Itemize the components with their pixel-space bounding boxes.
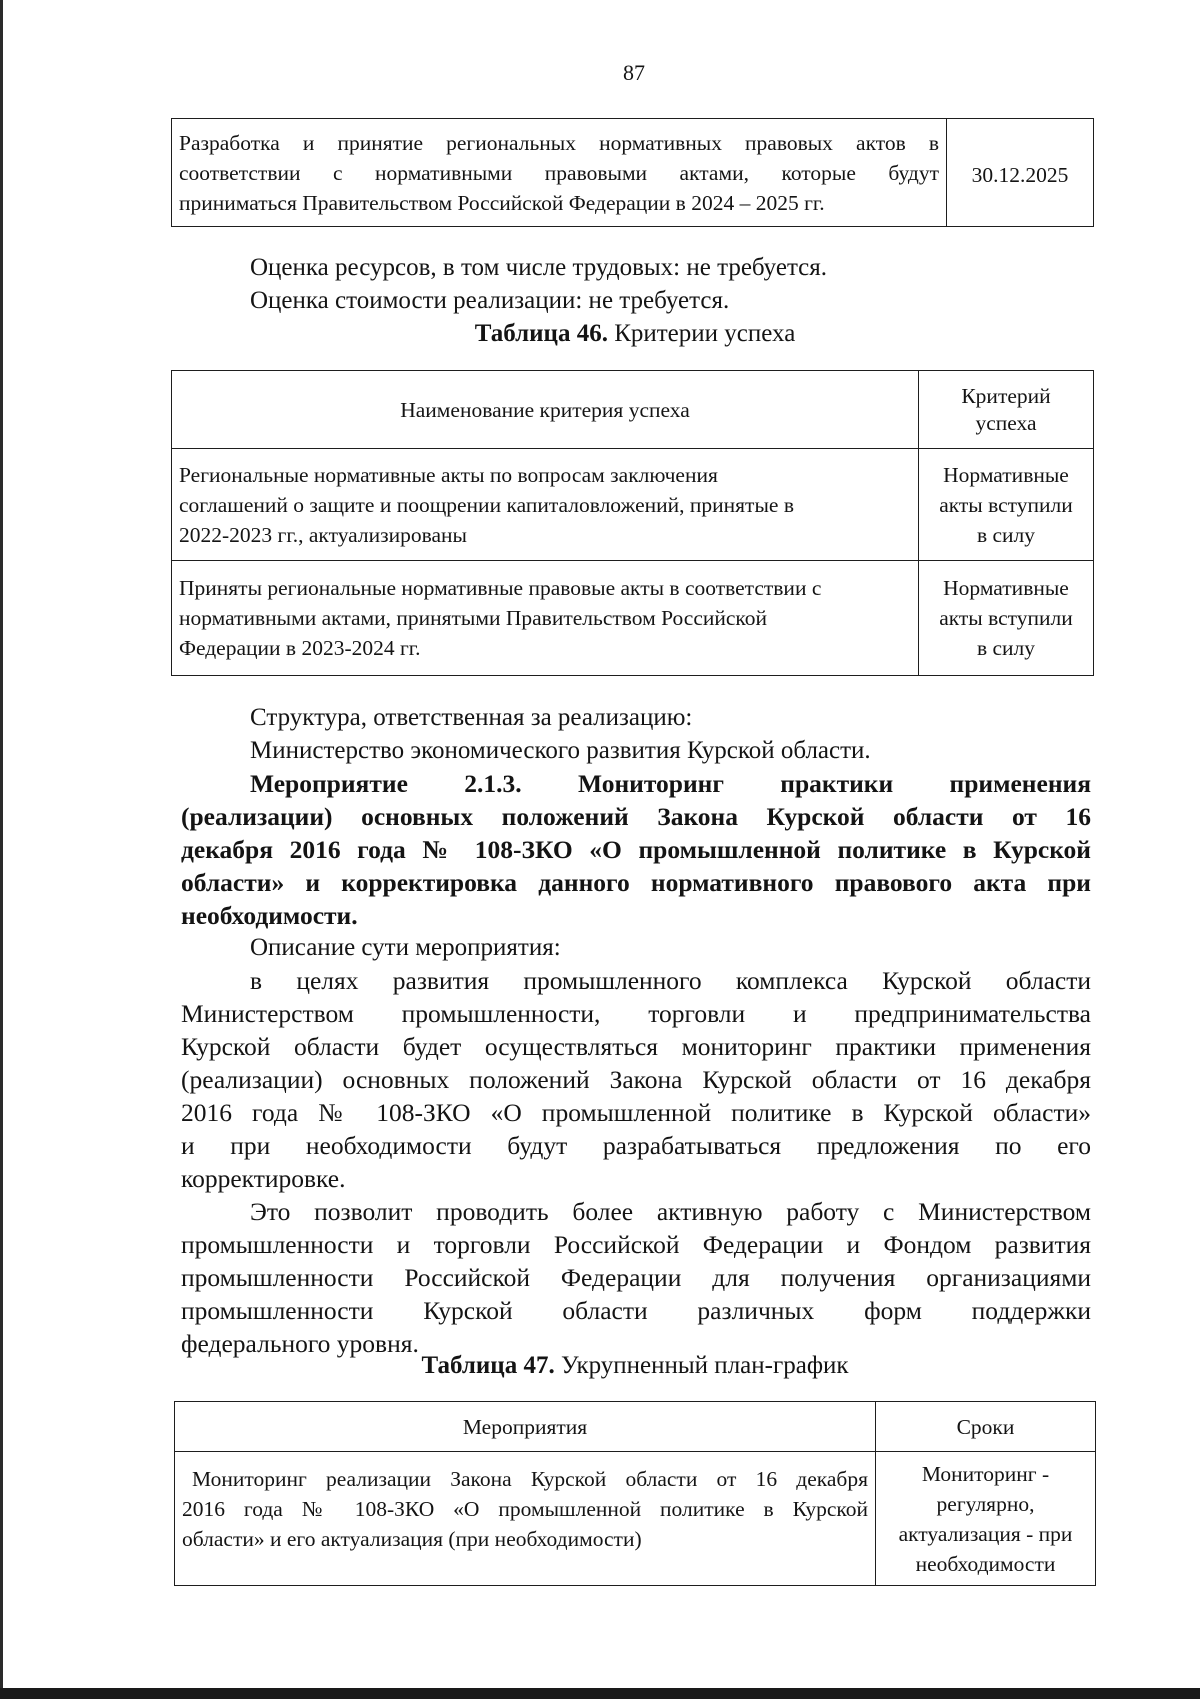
table-cell-line: 2016 года № 108-ЗКО «О промышленной политике в Курской	[182, 1497, 868, 1521]
table-cell-line: акты вступили	[939, 606, 1073, 630]
table46-row1-name	[172, 449, 919, 561]
measure-heading	[181, 767, 1091, 932]
description-paragraph-2	[181, 1195, 1091, 1360]
table-cell-line: соответствии с нормативными правовыми актами, которые будут	[179, 160, 939, 185]
table46-header-criterion-name: Наименование критерия успеха	[172, 371, 919, 449]
description-label: Описание сути мероприятия:	[250, 934, 561, 961]
table47	[174, 1401, 1096, 1586]
table47-header-measures: Мероприятия	[175, 1402, 876, 1452]
paragraph-line: Это позволит проводить более активную работу с Министерством	[250, 1197, 1091, 1226]
measure-heading-line: декабря 2016 года № 108-ЗКО «О промышленной политике в Курской	[181, 835, 1091, 864]
table-row	[172, 119, 1094, 227]
table46-header-criterion	[919, 371, 1094, 449]
table-cell-line: приниматься Правительством Российской Федерации в 2024 – 2025 гг.	[179, 190, 825, 215]
cost-estimate: Оценка стоимости реализации: не требуется.	[250, 287, 730, 314]
paragraph-line: корректировке.	[181, 1164, 346, 1193]
table-row	[175, 1452, 1096, 1586]
table-cell-line: в силу	[976, 522, 1036, 547]
paragraph-line: промышленности Российской Федерации для получения организациями	[181, 1263, 1091, 1292]
paragraph-line: 2016 года № 108-ЗКО «О промышленной политике в Курской области»	[181, 1098, 1091, 1127]
measure-heading-line: необходимости.	[181, 901, 358, 930]
resources-estimate: Оценка ресурсов, в том числе трудовых: не требуется.	[250, 254, 828, 281]
header-line: успеха	[975, 410, 1037, 435]
table-cell-line: Мониторинг -	[921, 1461, 1050, 1486]
scan-edge-left	[0, 0, 3, 1699]
table-cell-line: Нормативные	[943, 576, 1069, 600]
table-cell-line: соглашений о защите и поощрении капиталовложений, принятые в	[179, 492, 794, 517]
table-top	[171, 118, 1094, 227]
table-cell-line: Мониторинг реализации Закона Курской области от 16 декабря	[192, 1467, 868, 1491]
paragraph-line: промышленности и торговли Российской Федерации и Фондом развития	[181, 1230, 1091, 1259]
table-cell-line: необходимости	[915, 1551, 1056, 1576]
paragraph-line: Министерством промышленности, торговли и предпринимательства	[181, 999, 1091, 1028]
measure-heading-line: Мероприятие 2.1.3. Мониторинг практики применения	[250, 769, 1091, 798]
scan-edge-bottom	[0, 1688, 1200, 1699]
table-header-row	[172, 371, 1094, 449]
table-header-row	[175, 1402, 1096, 1452]
table47-caption	[0, 1350, 1200, 1382]
table-row	[172, 561, 1094, 676]
description-paragraph-1	[181, 964, 1091, 1195]
table-cell-line: 2022-2023 гг., актуализированы	[179, 522, 467, 547]
table-cell-line: актуализация - при	[898, 1521, 1073, 1546]
table46-caption	[0, 318, 1200, 350]
table47-row1-measure	[175, 1452, 876, 1586]
page-number: 87	[623, 60, 645, 85]
table-cell-line: акты вступили	[939, 492, 1073, 517]
table-cell-line: Региональные нормативные акты по вопросам заключения	[179, 462, 718, 487]
table-cell-line: Приняты региональные нормативные правовые акты в соответствии с	[179, 576, 822, 600]
table-cell-line: Разработка и принятие региональных нормативных правовых актов в	[179, 130, 939, 155]
table47-header-terms: Сроки	[876, 1402, 1096, 1452]
paragraph-line: Курской области будет осуществляться мониторинг практики применения	[181, 1032, 1091, 1061]
table46	[171, 370, 1094, 676]
paragraph-line: федерального уровня.	[181, 1329, 419, 1358]
table-cell-line: нормативными актами, принятыми Правительством Российской	[179, 606, 768, 630]
table47-caption-title: Укрупненный план-график	[554, 1352, 849, 1379]
table47-caption-number: Таблица 47.	[421, 1352, 555, 1379]
table-row	[172, 449, 1094, 561]
paragraph-line: (реализации) основных положений Закона Курской области от 16 декабря	[181, 1065, 1091, 1094]
measure-heading-line: области» и корректировка данного нормативного правового акта при	[181, 868, 1091, 897]
table-cell-date: 30.12.2025	[947, 119, 1094, 227]
table46-row2-criterion	[919, 561, 1094, 676]
table46-caption-number: Таблица 46.	[474, 320, 608, 347]
measure-heading-line: (реализации) основных положений Закона Курской области от 16	[181, 802, 1091, 831]
paragraph-line: промышленности Курской области различных форм поддержки	[181, 1296, 1091, 1325]
table-cell-line: регулярно,	[936, 1491, 1035, 1516]
structure-value: Министерство экономического развития Курской области.	[250, 737, 871, 764]
structure-label: Структура, ответственная за реализацию:	[250, 704, 693, 731]
table-cell-line: Федерации в 2023-2024 гг.	[179, 636, 421, 660]
table46-row1-criterion	[919, 449, 1094, 561]
table-cell-text	[172, 119, 947, 227]
header-line: Критерий	[961, 383, 1051, 408]
table-cell-line: Нормативные	[943, 462, 1069, 487]
paragraph-line: в целях развития промышленного комплекса Курской области	[250, 966, 1091, 995]
table-cell-line: области» и его актуализация (при необходимости)	[182, 1527, 642, 1551]
paragraph-line: и при необходимости будут разрабатываться предложения по его	[181, 1131, 1091, 1160]
table46-caption-title: Критерии успеха	[607, 320, 796, 347]
table47-row1-terms	[876, 1452, 1096, 1586]
table46-row2-name	[172, 561, 919, 676]
table-cell-line: в силу	[976, 636, 1036, 660]
